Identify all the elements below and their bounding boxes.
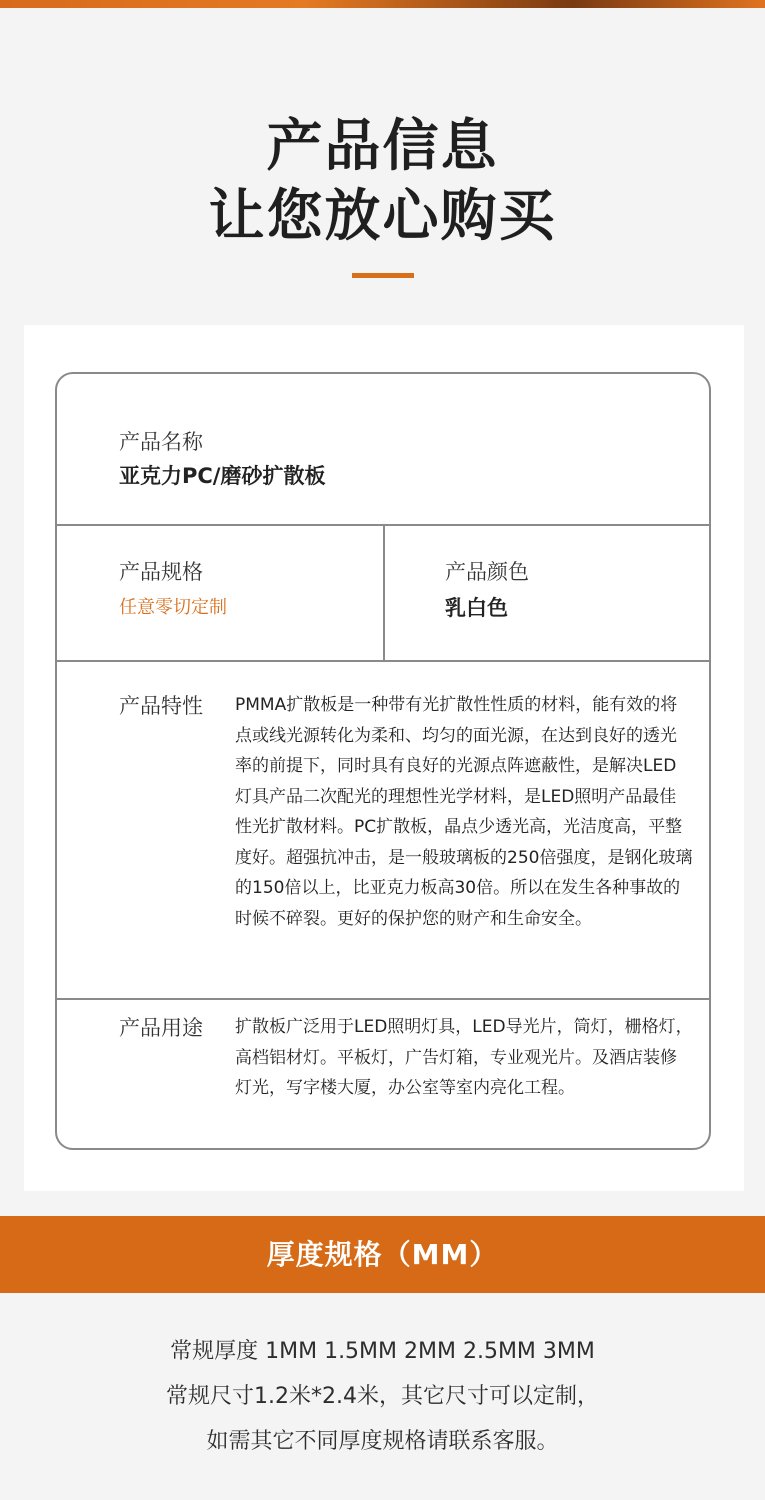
product-color-label: 产品颜色 xyxy=(445,560,529,584)
thickness-line-2: 常规尺寸1.2米*2.4米，其它尺寸可以定制， xyxy=(166,1384,599,1409)
product-info-card xyxy=(55,372,711,1150)
product-color-value: 乳白色 xyxy=(445,596,508,620)
product-spec-value: 任意零切定制 xyxy=(119,597,227,618)
thickness-line-3: 如需其它不同厚度规格请联系客服。 xyxy=(206,1429,559,1454)
product-name-value: 亚克力PC/磨砂扩散板 xyxy=(119,464,326,488)
product-spec-label: 产品规格 xyxy=(119,560,203,584)
product-usage-label: 产品用途 xyxy=(119,1016,203,1040)
title-line-2: 让您放心购买 xyxy=(208,184,557,249)
product-usage-text: 扩散板广泛用于LED照明灯具，LED导光片，筒灯，栅格灯，高档铝材灯。平板灯，广告灯箱，专业观光片。及酒店装修灯光，写字楼大厦，办公室等室内亮化工程。 xyxy=(235,1017,693,1098)
column-divider xyxy=(383,526,385,660)
top-decorative-strip xyxy=(0,0,765,8)
page-title xyxy=(0,112,765,252)
product-name-row xyxy=(57,374,709,526)
thickness-section-banner: 厚度规格（MM） xyxy=(0,1216,765,1293)
product-usage-row xyxy=(57,1000,709,1150)
product-feature-text: PMMA扩散板是一种带有光扩散性性质的材料，能有效的将点或线光源转化为柔和、均匀的面光源，在达到良好的透光率的前提下，同时具有良好的光源点阵遮蔽性，是解决LED灯具产品二次配光的理想性光学材料，是LED照明产品最佳性光扩散材料。PC扩散板，晶点少透光高，光洁度高，平整度好。超强抗冲击，是一般玻璃板的250倍强度，是钢化玻璃的150倍以上，比亚克力板高30倍。所以在发生各种事故的时候不碎裂。更好的保护您的财产和生命安全。 xyxy=(235,695,693,929)
product-name-label: 产品名称 xyxy=(119,430,203,454)
product-feature-row xyxy=(57,662,709,1000)
title-line-1: 产品信息 xyxy=(266,114,499,179)
spec-color-row xyxy=(57,526,709,662)
title-divider xyxy=(352,273,414,278)
thickness-line-1: 常规厚度 1MM 1.5MM 2MM 2.5MM 3MM xyxy=(170,1339,595,1364)
product-feature-label: 产品特性 xyxy=(119,694,203,718)
